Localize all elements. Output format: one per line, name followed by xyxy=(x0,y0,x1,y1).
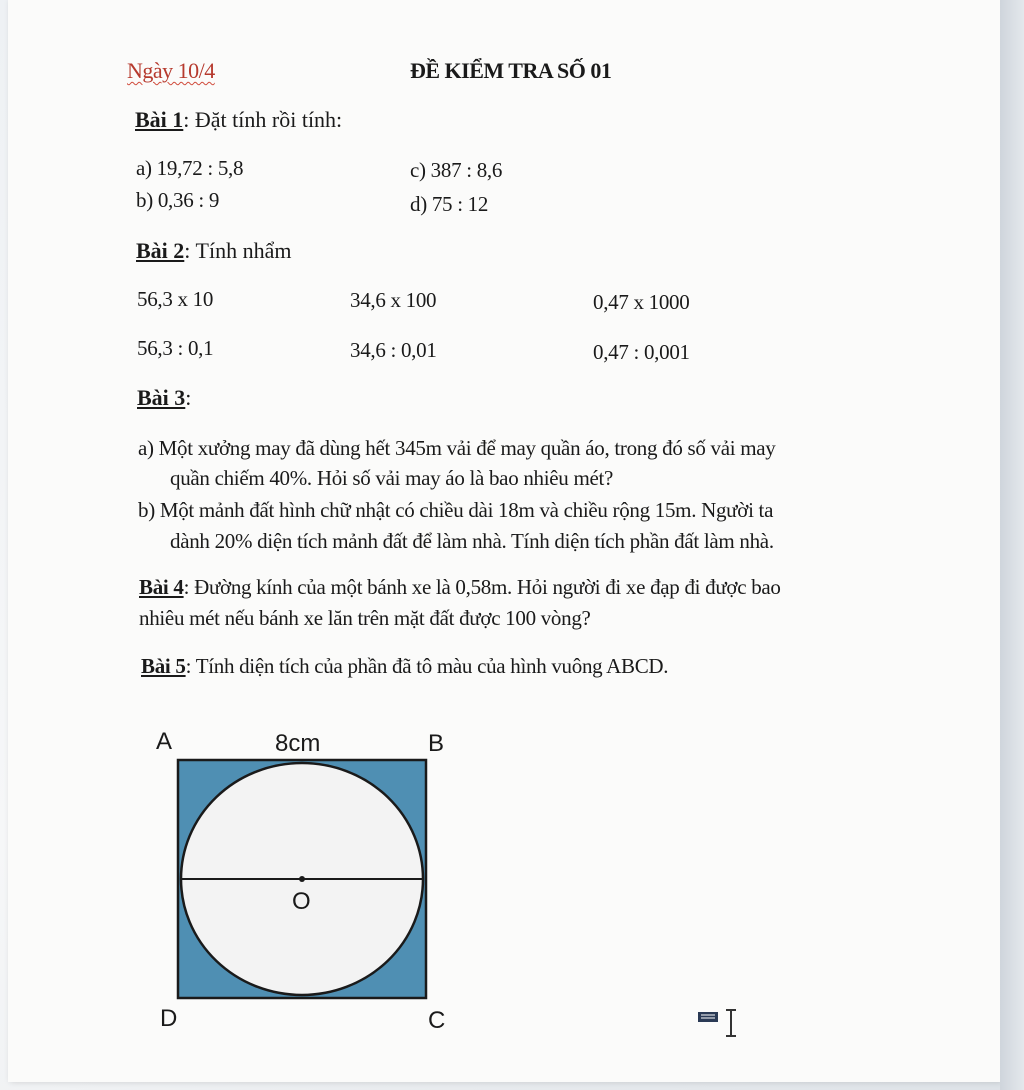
bai2-r2-c2: 34,6 : 0,01 xyxy=(350,338,437,362)
text-cursor-icon xyxy=(698,1006,746,1040)
bai3-b-line2: dành 20% diện tích mảnh đất để làm nhà. Tính diện tích phần đất làm nhà. xyxy=(170,529,774,553)
bai2-r1-c2: 34,6 x 100 xyxy=(350,288,437,312)
corner-label-b: B xyxy=(428,730,445,757)
bai3-heading: Bài 3: xyxy=(137,385,192,410)
bai2-r2-c1: 56,3 : 0,1 xyxy=(137,336,214,360)
bai1-item-c: c) 387 : 8,6 xyxy=(410,158,503,182)
bai2-r2-c3: 0,47 : 0,001 xyxy=(593,340,690,364)
window-edge xyxy=(1000,0,1024,1090)
date-label: Ngày 10/4 xyxy=(127,58,215,83)
bai3-a-line1: a) Một xưởng may đã dùng hết 345m vải để may quần áo, trong đó số vải may xyxy=(138,436,776,460)
square-circle-figure xyxy=(176,758,428,1000)
page-title: ĐỀ KIỂM TRA SỐ 01 xyxy=(410,58,612,83)
bai5-heading: Bài 5: Tính diện tích của phần đã tô màu của hình vuông ABCD. xyxy=(141,654,669,678)
corner-label-a: A xyxy=(156,728,173,755)
bai4-line2: nhiêu mét nếu bánh xe lăn trên mặt đất được 100 vòng? xyxy=(139,606,591,630)
bai4-line1: Bài 4: Đường kính của một bánh xe là 0,58m. Hỏi người đi xe đạp đi được bao xyxy=(139,575,781,599)
bai1-item-b: b) 0,36 : 9 xyxy=(136,188,220,212)
bai1-heading: Bài 1: Đặt tính rồi tính: xyxy=(135,107,343,132)
center-point xyxy=(299,876,305,882)
bai2-r1-c3: 0,47 x 1000 xyxy=(593,290,690,314)
bai1-item-a: a) 19,72 : 5,8 xyxy=(136,156,244,180)
side-length-label: 8cm xyxy=(275,730,321,757)
bai1-item-d: d) 75 : 12 xyxy=(410,192,489,216)
bai3-a-line2: quần chiếm 40%. Hỏi số vải may áo là bao nhiêu mét? xyxy=(170,466,614,490)
corner-label-d: D xyxy=(160,1005,178,1032)
corner-label-c: C xyxy=(428,1007,446,1034)
bai2-heading: Bài 2: Tính nhẩm xyxy=(136,238,292,263)
bai2-r1-c1: 56,3 x 10 xyxy=(137,287,214,311)
bai3-b-line1: b) Một mảnh đất hình chữ nhật có chiều dài 18m và chiều rộng 15m. Người ta xyxy=(138,498,774,522)
center-label-o: O xyxy=(292,888,311,915)
